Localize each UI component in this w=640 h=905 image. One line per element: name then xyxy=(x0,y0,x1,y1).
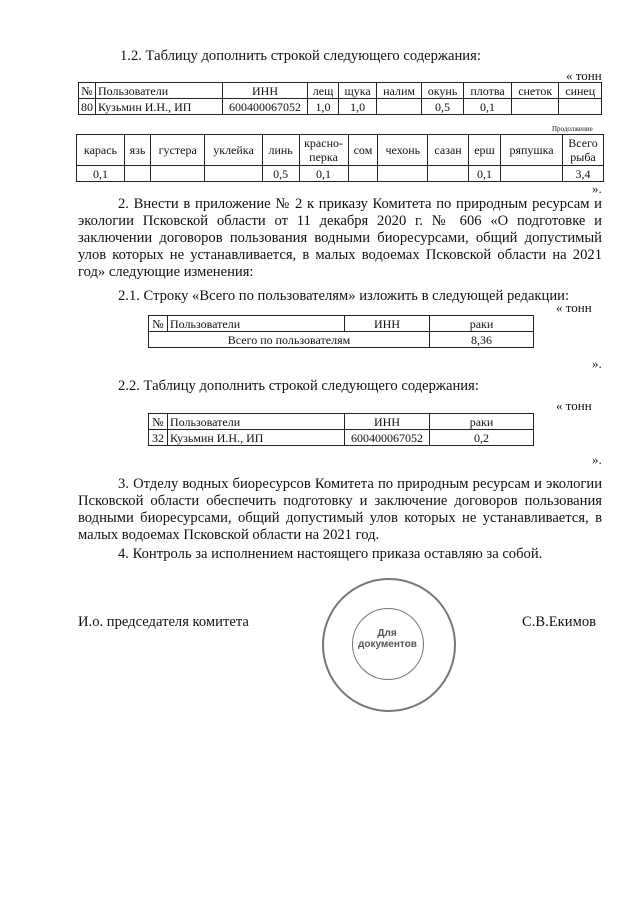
item-3-text: 3. Отделу водных биоресурсов Комитета по природным ресурсам и экологии Псковской области обеспечить подготовку и заключение договоров пользования водными биоресурсами, общий допустимый улов которых не устанавливается, в малых водоемах Псковской области на 2021 год. xyxy=(78,476,602,543)
signature-title: И.о. председателя комитета xyxy=(78,614,249,630)
signature-name: С.В.Екимов xyxy=(522,614,597,630)
table-fish-users xyxy=(78,82,602,115)
table-cell: 32 xyxy=(149,430,168,446)
table-total-users xyxy=(148,315,534,348)
col-header: раки xyxy=(430,414,534,430)
table-cell xyxy=(151,166,205,182)
table-cell: 600400067052 xyxy=(345,430,430,446)
col-header: № xyxy=(149,316,168,332)
table-cell xyxy=(501,166,563,182)
table-header-row xyxy=(79,83,602,99)
table-cell: 0,1 xyxy=(464,99,512,115)
table-cell: Кузьмин И.Н., ИП xyxy=(168,430,345,446)
table-row xyxy=(77,166,604,182)
col-header: ерш xyxy=(468,135,500,166)
table-cell xyxy=(348,166,378,182)
close-quote: ». xyxy=(592,356,602,371)
unit-label: « тонн xyxy=(556,398,592,413)
table-cell: 1,0 xyxy=(308,99,339,115)
col-header: чехонь xyxy=(378,135,428,166)
table-crayfish-users xyxy=(148,413,534,446)
item-4-text: 4. Контроль за исполнением настоящего приказа оставляю за собой. xyxy=(118,546,543,562)
col-header: Пользователи xyxy=(168,414,345,430)
table-fish-continuation xyxy=(76,134,604,182)
col-header: № xyxy=(149,414,168,430)
col-header: щука xyxy=(339,83,377,99)
table-cell: 600400067052 xyxy=(223,99,308,115)
col-header: густера xyxy=(151,135,205,166)
table-cell: 1,0 xyxy=(339,99,377,115)
table-cell: 0,2 xyxy=(430,430,534,446)
item-2-text: 2. Внести в приложение № 2 к приказу Комитета по природным ресурсам и экологии Псковской области от 11 декабря 2020 г. № 606 «О подготовке и заключении договоров пользования водными биоресурсами, общий допустимый улов которых не устанавливается, в малых водоемах Псковской области на 2021 год» следующие изменения: xyxy=(78,196,602,280)
col-header: линь xyxy=(262,135,299,166)
table-cell: 0,5 xyxy=(421,99,463,115)
col-header: уклейка xyxy=(205,135,262,166)
col-header: карась xyxy=(77,135,125,166)
col-header: налим xyxy=(377,83,422,99)
col-header: ИНН xyxy=(345,316,430,332)
col-header: красно-перка xyxy=(299,135,348,166)
table-cell: 0,5 xyxy=(262,166,299,182)
table-cell: Кузьмин И.Н., ИП xyxy=(96,99,223,115)
table-row xyxy=(79,99,602,115)
total-label: Всего по пользователям xyxy=(149,332,430,348)
table-cell xyxy=(559,99,602,115)
col-header: раки xyxy=(430,316,534,332)
table-cell: 80 xyxy=(79,99,96,115)
table-cell xyxy=(377,99,422,115)
col-header: синец xyxy=(559,83,602,99)
col-header: лещ xyxy=(308,83,339,99)
stamp-text: Для документов xyxy=(358,628,417,650)
col-header: ряпушка xyxy=(501,135,563,166)
continuation-label: Продолжение xyxy=(552,125,593,133)
col-header: окунь xyxy=(421,83,463,99)
col-header: Пользователи xyxy=(168,316,345,332)
table-cell: 3,4 xyxy=(563,166,604,182)
unit-label: « тонн xyxy=(556,300,592,315)
col-header: № xyxy=(79,83,96,99)
item-2-1-text: 2.1. Строку «Всего по пользователям» изложить в следующей редакции: xyxy=(118,288,570,304)
col-header: снеток xyxy=(511,83,558,99)
col-header: сом xyxy=(348,135,378,166)
col-header: Пользователи xyxy=(96,83,223,99)
col-header: ИНН xyxy=(223,83,308,99)
col-header: Всего рыба xyxy=(563,135,604,166)
close-quote: ». xyxy=(592,181,602,196)
table-cell xyxy=(428,166,469,182)
item-2-2-text: 2.2. Таблицу дополнить строкой следующего содержания: xyxy=(118,378,479,394)
table-header-row xyxy=(149,414,534,430)
unit-label: « тонн xyxy=(566,68,602,83)
col-header: плотва xyxy=(464,83,512,99)
col-header: сазан xyxy=(428,135,469,166)
table-cell xyxy=(205,166,262,182)
table-header-row xyxy=(149,316,534,332)
table-cell: 0,1 xyxy=(468,166,500,182)
table-cell: 0,1 xyxy=(299,166,348,182)
close-quote: ». xyxy=(592,452,602,467)
col-header: ИНН xyxy=(345,414,430,430)
table-row xyxy=(149,332,534,348)
col-header: язь xyxy=(124,135,150,166)
table-row xyxy=(149,430,534,446)
table-cell xyxy=(124,166,150,182)
table-cell xyxy=(511,99,558,115)
table-header-row xyxy=(77,135,604,166)
table-cell: 0,1 xyxy=(77,166,125,182)
item-1-2-text: 1.2. Таблицу дополнить строкой следующего содержания: xyxy=(120,48,481,64)
table-cell xyxy=(378,166,428,182)
total-value: 8,36 xyxy=(430,332,534,348)
